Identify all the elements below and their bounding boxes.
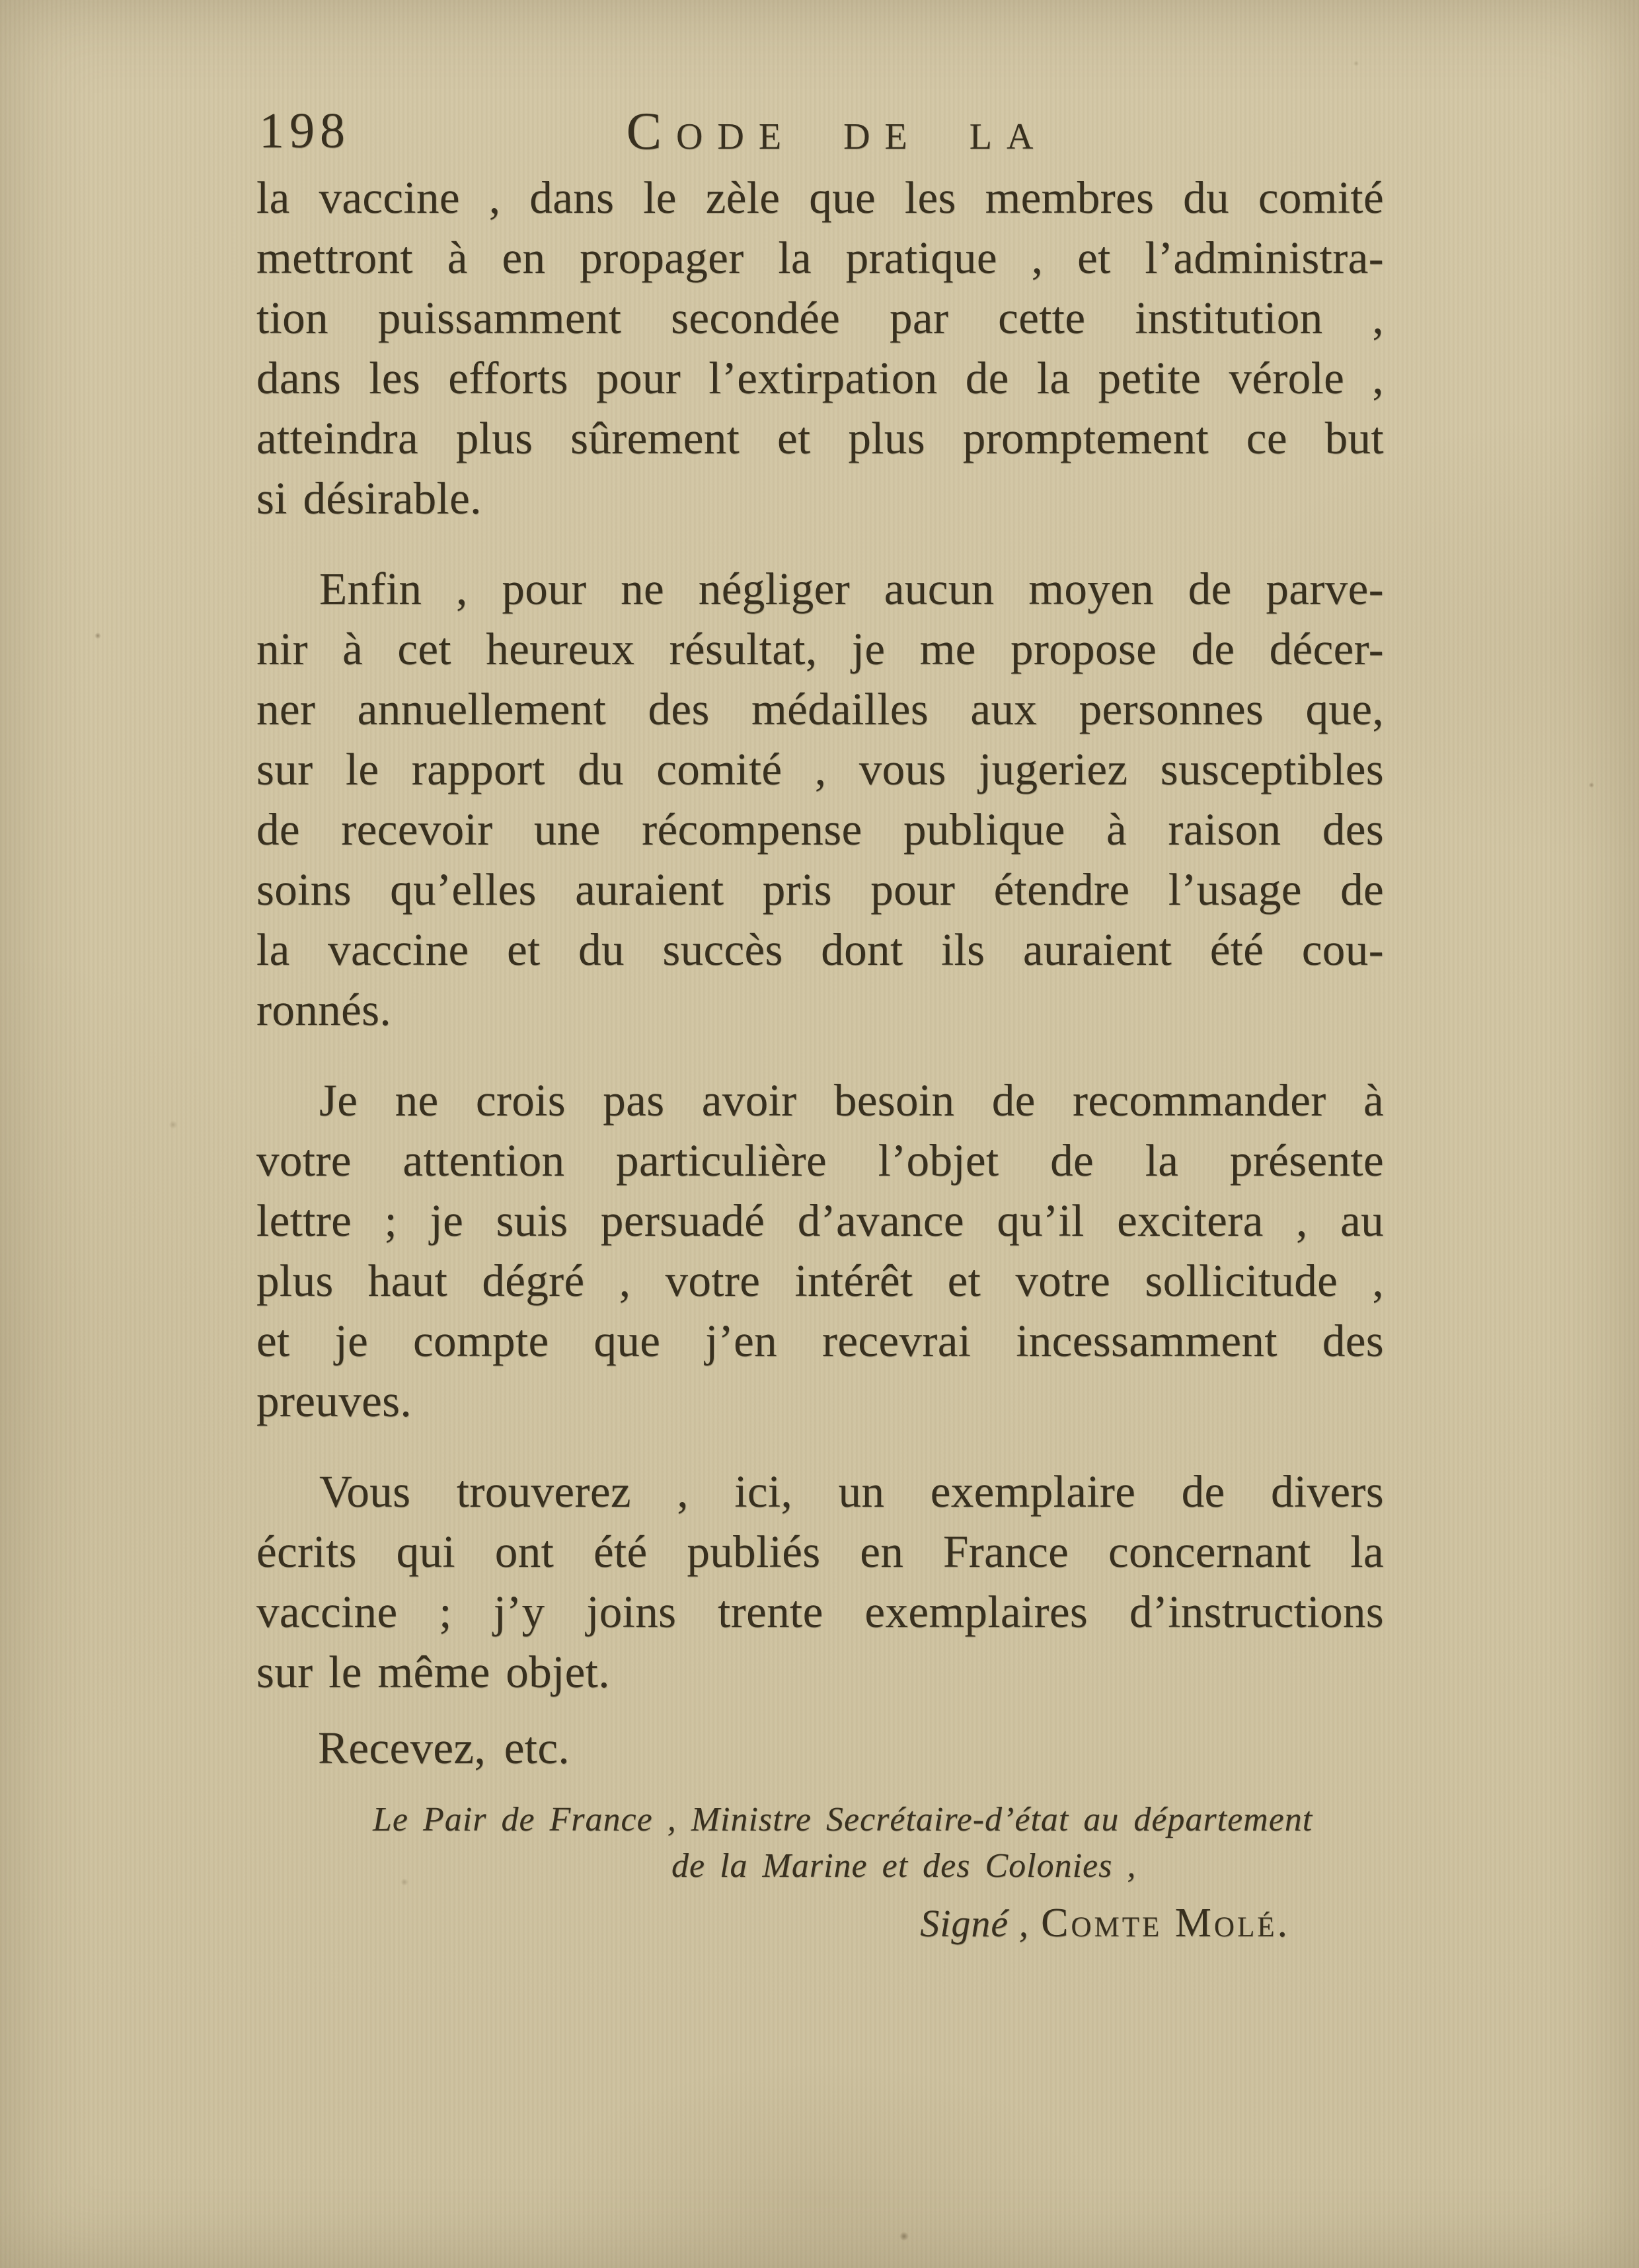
body-line: lettre ; je suis persuadé d’avance qu’il excitera , au [256, 1195, 1384, 1246]
signature-title-line-1: Le Pair de France , Ministre Secrétaire-d’état au département [373, 1801, 1313, 1838]
body-line: preuves. [256, 1376, 412, 1426]
running-title: Code de la [626, 102, 1048, 161]
closing-salutation: Recevez, etc. [318, 1723, 570, 1773]
body-line: votre attention particulière l’objet de la présente [256, 1135, 1384, 1186]
signed-label: Signé , [920, 1902, 1030, 1945]
body-line: atteindra plus sûrement et plus promptement ce but [256, 413, 1384, 463]
body-line: ner annuellement des médailles aux personnes que, [256, 684, 1384, 734]
body-line: dans les efforts pour l’extirpation de la petite vérole , [256, 353, 1384, 403]
body-line: nir à cet heureux résultat, je me propose de décer- [256, 624, 1384, 674]
page-header [256, 99, 1384, 163]
body-line: ronnés. [256, 985, 392, 1035]
paragraph-2 [256, 559, 1384, 1040]
body-line: plus haut dégré , votre intérêt et votre sollicitude , [256, 1256, 1384, 1306]
body-line: la vaccine et du succès dont ils auraient été cou- [256, 925, 1384, 975]
body-line: écrits qui ont été publiés en France concernant la [256, 1527, 1384, 1577]
body-line: de recevoir une récompense publique à raison des [256, 804, 1384, 854]
body-line: Vous trouverez , ici, un exemplaire de divers [319, 1466, 1384, 1517]
paragraph-1 [256, 168, 1384, 529]
body-line: et je compte que j’en recevrai incessamment des [256, 1316, 1384, 1366]
body-line: sur le rapport du comité , vous jugeriez susceptibles [256, 744, 1384, 794]
body-line: la vaccine , dans le zèle que les membres du comité [256, 172, 1384, 223]
text-block [256, 99, 1384, 1948]
paragraph-3 [256, 1071, 1384, 1431]
body-line: mettront à en propager la pratique , et l’administra- [256, 233, 1384, 283]
paragraph-4 [256, 1462, 1384, 1702]
body-line: Je ne crois pas avoir besoin de recommander à [319, 1075, 1384, 1125]
body-line: Enfin , pour ne négliger aucun moyen de parve- [319, 564, 1384, 614]
page-number: 198 [259, 103, 350, 159]
body-line: vaccine ; j’y joins trente exemplaires d’instructions [256, 1587, 1384, 1637]
signature-block [256, 1797, 1384, 1948]
body-line: soins qu’elles auraient pris pour étendre l’usage de [256, 864, 1384, 915]
body-text [256, 168, 1384, 1948]
body-line: tion puissamment secondée par cette institution , [256, 293, 1384, 343]
body-line: sur le même objet. [256, 1647, 610, 1697]
signature-title-line-2: de la Marine et des Colonies , [671, 1847, 1137, 1885]
body-line: si désirable. [256, 473, 482, 523]
signature-line [256, 1899, 1384, 1948]
signed-name: Comte Molé. [1041, 1901, 1290, 1946]
